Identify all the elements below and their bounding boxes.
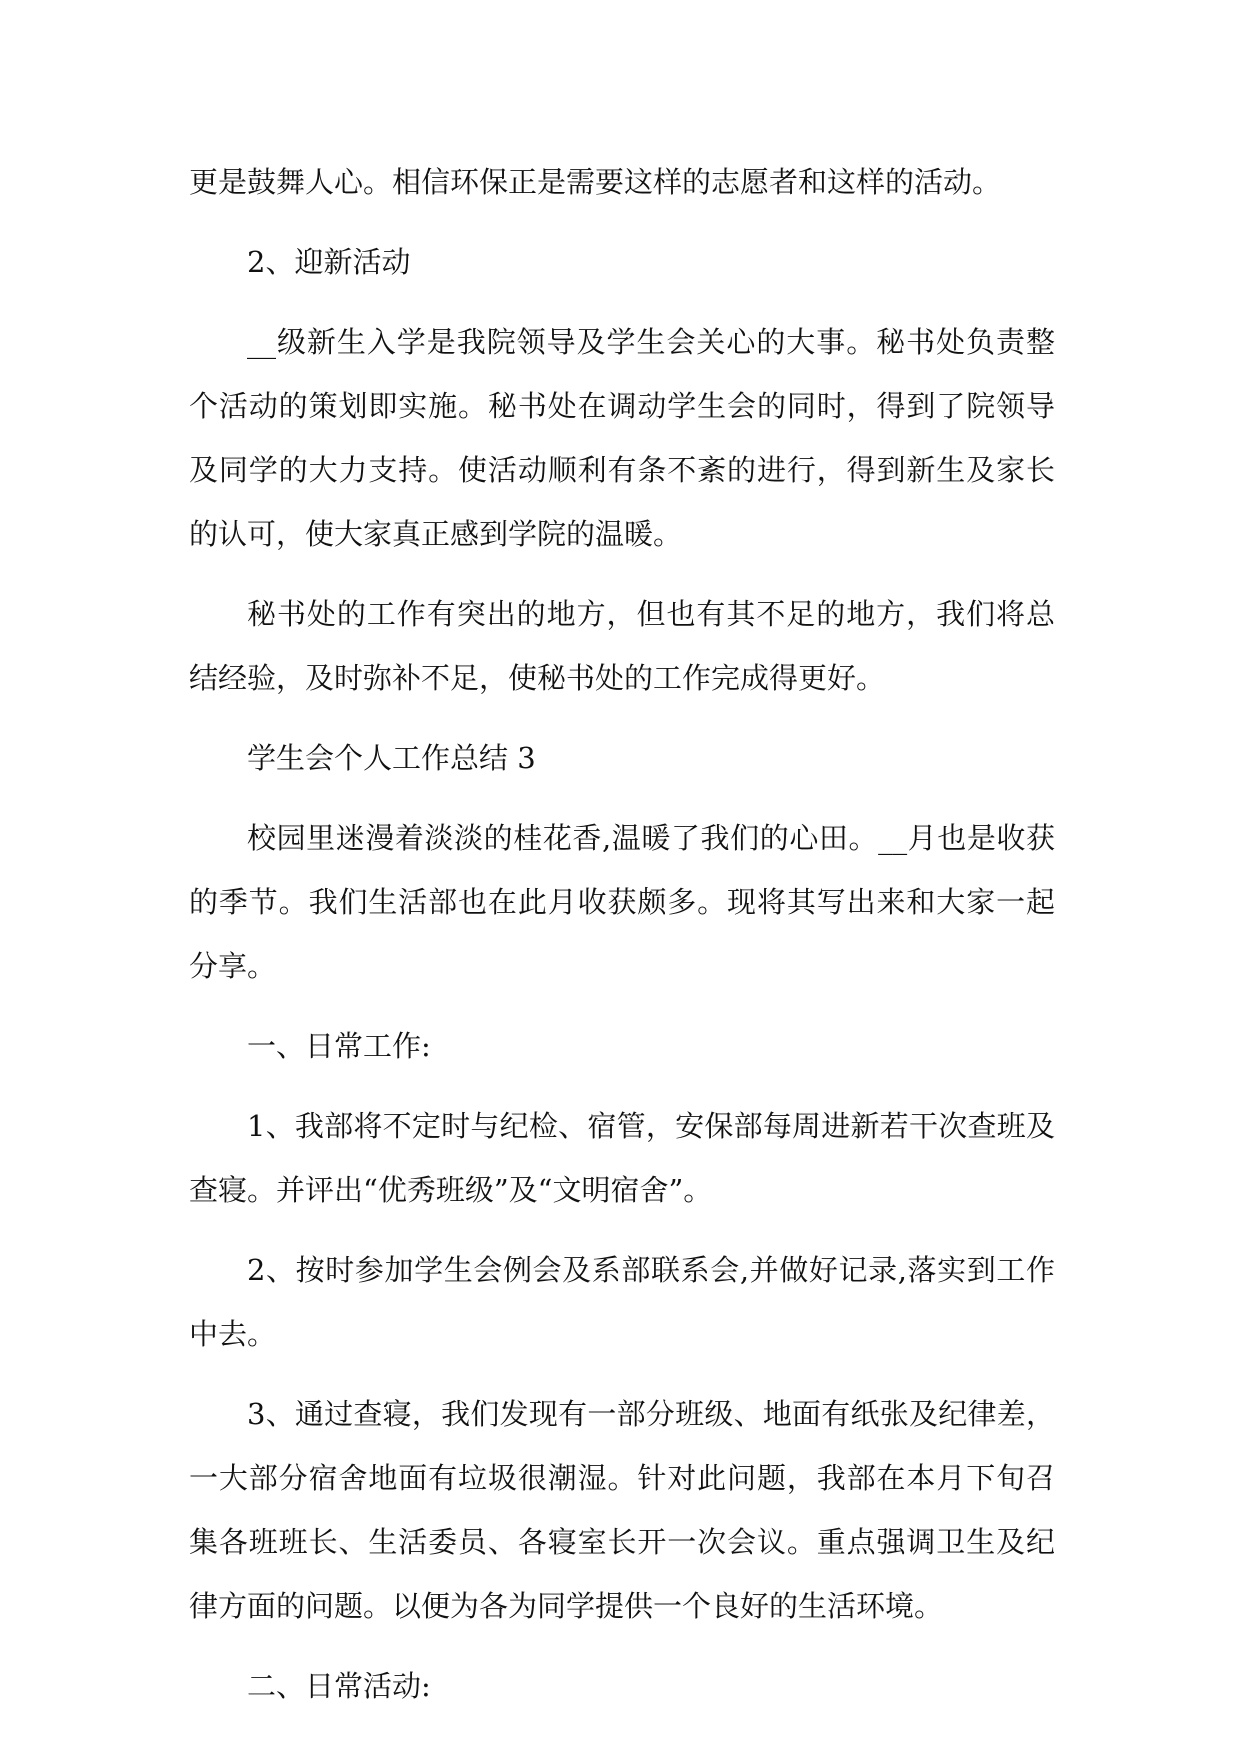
section-heading-daily-activities: 二、日常活动: [247, 1669, 431, 1703]
document-title-summary-3: 学生会个人工作总结 3 [247, 741, 536, 775]
section-heading-welcome-activity: 2、迎新活动 [247, 245, 411, 279]
paragraph-freshmen: __级新生入学是我院领导及学生会关心的大事。秘书处负责整个活动的策划即实施。秘书处在调动学生会的同时，得到了院领导及同学的大力支持。使活动顺利有条不紊的进行，得到新生及家长的认可，使大家真正感到学院的温暖。 [189, 325, 1055, 551]
paragraph-continuation: 更是鼓舞人心。相信环保正是需要这样的志愿者和这样的活动。 [189, 165, 1002, 199]
section-heading-daily-work: 一、日常工作: [247, 1029, 431, 1063]
paragraph-secretariat-summary: 秘书处的工作有突出的地方，但也有其不足的地方，我们将总结经验，及时弥补不足，使秘书处的工作完成得更好。 [189, 597, 1055, 695]
list-item-3: 3、通过查寝，我们发现有一部分班级、地面有纸张及纪律差，一大部分宿舍地面有垃圾很潮湿。针对此问题，我部在本月下旬召集各班班长、生活委员、各寝室长开一次会议。重点强调卫生及纪律方面的问题。以便为各为同学提供一个良好的生活环境。 [189, 1397, 1055, 1623]
paragraph-campus-intro: 校园里迷漫着淡淡的桂花香,温暖了我们的心田。__月也是收获的季节。我们生活部也在此月收获颇多。现将其写出来和大家一起分享。 [189, 821, 1055, 983]
document-page [189, 150, 1055, 1718]
list-item-2: 2、按时参加学生会例会及系部联系会,并做好记录,落实到工作中去。 [189, 1253, 1055, 1351]
list-item-1: 1、我部将不定时与纪检、宿管，安保部每周进新若干次查班及查寝。并评出“优秀班级”及“文明宿舍”。 [189, 1109, 1055, 1207]
